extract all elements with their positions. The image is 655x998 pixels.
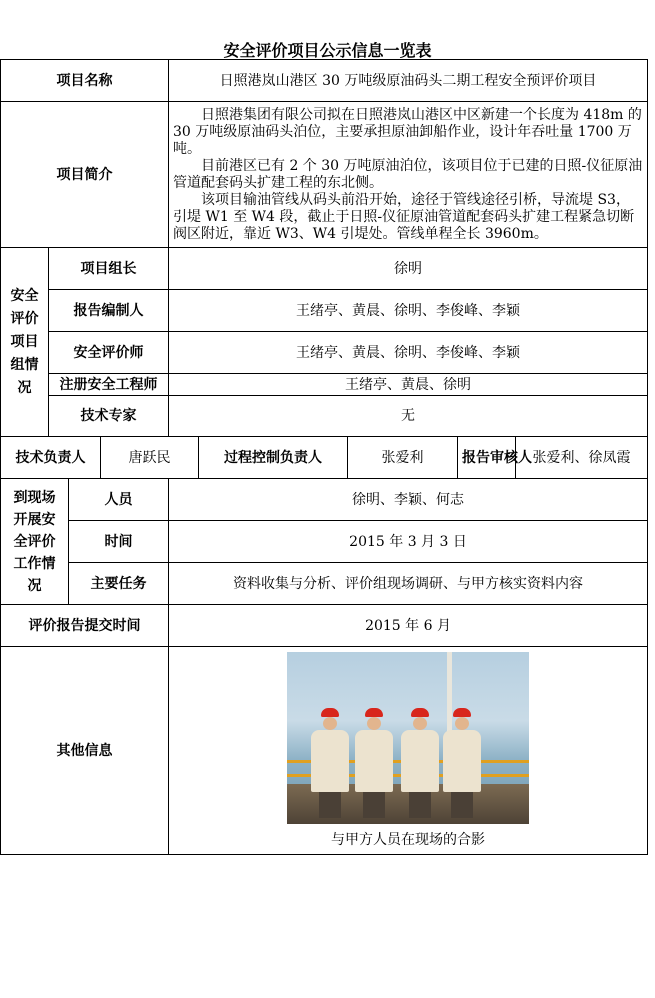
tech-lead-label: 技术负责人: [1, 437, 101, 479]
site-work-value: 徐明、李颖、何志: [169, 479, 648, 521]
project-intro-label: 项目简介: [1, 102, 169, 248]
other-info-label: 其他信息: [1, 647, 169, 855]
reviewer-label: 报告审核人: [458, 437, 516, 479]
photo-person: [311, 708, 349, 818]
site-work-value: 2015 年 3 月 3 日: [169, 521, 648, 563]
team-value: 徐明: [169, 248, 648, 290]
intro-paragraph: 日照港集团有限公司拟在日照港岚山港区中区新建一个长度为 418m 的 30 万吨级原油码头泊位，主要承担原油卸船作业，设计年吞吐量 1700 万吨。: [173, 106, 642, 157]
site-work-group-label: 到现场开展安全评价工作情况: [1, 479, 69, 605]
project-name-label: 项目名称: [1, 60, 169, 102]
team-value: 王绪亭、黄晨、徐明: [169, 374, 648, 396]
site-work-label: 主要任务: [69, 563, 169, 605]
team-label: 技术专家: [49, 396, 169, 437]
photo-person: [401, 708, 439, 818]
photo-caption: 与甲方人员在现场的合影: [331, 831, 486, 848]
submit-time-label: 评价报告提交时间: [1, 605, 169, 647]
site-group-photo: [287, 652, 529, 824]
intro-paragraph: 该项目输油管线从码头前沿开始，途径于管线途径引桥，导流堤 S3，引堤 W1 至 W4 段，截止于日照-仪征原油管道配套码头扩建工程紧急切断阀区附近，靠近 W3、W4 引堤处。管线单程全长 3960m。: [173, 191, 635, 242]
site-work-value: 资料收集与分析、评价组现场调研、与甲方核实资料内容: [169, 563, 648, 605]
process-control-label: 过程控制负责人: [199, 437, 348, 479]
team-value: 王绪亭、黄晨、徐明、李俊峰、李颖: [169, 290, 648, 332]
site-work-label: 人员: [69, 479, 169, 521]
process-control-value: 张爱利: [348, 437, 458, 479]
team-label: 安全评价师: [49, 332, 169, 374]
tech-lead-value: 唐跃民: [101, 437, 199, 479]
project-name-value: 日照港岚山港区 30 万吨级原油码头二期工程安全预评价项目: [169, 60, 648, 102]
team-value: 无: [169, 396, 648, 437]
project-intro-text: [169, 102, 648, 248]
team-value: 王绪亭、黄晨、徐明、李俊峰、李颖: [169, 332, 648, 374]
photo-person: [443, 708, 481, 818]
site-work-label: 时间: [69, 521, 169, 563]
other-info-cell: [169, 647, 648, 855]
submit-time-value: 2015 年 6 月: [169, 605, 648, 647]
document-title: 安全评价项目公示信息一览表: [223, 41, 432, 60]
team-label: 注册安全工程师: [49, 374, 169, 396]
intro-paragraph: 目前港区已有 2 个 30 万吨原油泊位，该项目位于已建的日照-仪征原油管道配套码头扩建工程的东北侧。: [173, 157, 643, 191]
info-table: [0, 59, 648, 855]
team-label: 报告编制人: [49, 290, 169, 332]
team-group-label: 安全评价项目组情况: [1, 248, 49, 437]
team-label: 项目组长: [49, 248, 169, 290]
photo-person: [355, 708, 393, 818]
reviewer-value: 张爱利、徐凤霞: [516, 437, 648, 479]
